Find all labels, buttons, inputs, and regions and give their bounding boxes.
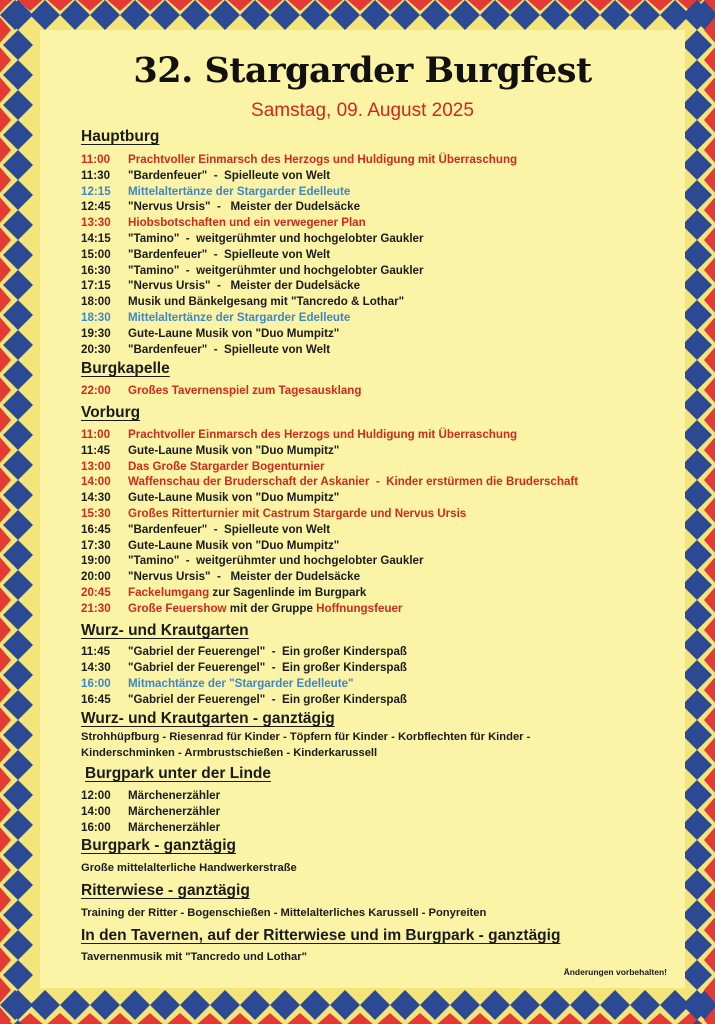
tavernen-all-day-line: Tavernenmusik mit "Tancredo und Lothar" [81,951,307,963]
row-text: Waffenschau der Bruderschaft der Askanier - Kinder erstürmen die Bruderschaft [128,475,579,489]
row-time: 12:15 [81,184,111,198]
row-time: 16:00 [81,676,111,690]
row-text: "Tamino" - weitgerühmter und hochgelobter Gaukler [128,263,424,277]
row-time: 21:30 [81,602,111,615]
row-text: Das Große Stargarder Bogenturnier [128,459,325,473]
row-highlight-group: Hoffnungsfeuer [316,602,403,615]
row-text: Großes Tavernenspiel zum Tagesausklang [128,384,362,397]
section-heading-burgkapelle: Burgkapelle [81,360,170,377]
row-text: Prachtvoller Einmarsch des Herzogs und Huldigung mit Überraschung [128,153,518,166]
row-text: Hiobsbotschaften und ein verwegener Plan [128,216,366,230]
section-heading-linde: Burgpark unter der Linde [85,765,272,782]
row-time: 11:45 [81,443,111,457]
row-text: Gute-Laune Musik von "Duo Mumpitz" [128,491,340,505]
row-text: "Gabriel der Feuerengel" - Ein großer Kinderspaß [128,692,407,706]
schedule-row [81,278,360,293]
row-text: "Bardenfeuer" - Spielleute von Welt [128,522,331,536]
row-text: "Bardenfeuer" - Spielleute von Welt [128,342,331,356]
schedule-row [81,585,366,600]
row-text: "Tamino" - weitgerühmter und hochgelobter Gaukler [128,232,424,245]
section-heading-wurz-all-day: Wurz- und Krautgarten - ganztägig [81,710,335,727]
row-time: 14:30 [81,660,111,674]
row-text: Musik und Bänkelgesang mit "Tancredo & Lothar" [128,295,405,309]
schedule-row [81,692,407,707]
row-text: Mittelaltertänze der Stargarder Edelleute [128,184,351,198]
schedule-row [81,215,366,230]
schedule-row [81,820,220,835]
row-time: 19:00 [81,554,111,568]
row-time: 14:00 [81,475,111,489]
schedule-row [81,263,424,278]
schedule-row [81,804,220,819]
schedule-row [81,152,517,167]
row-time: 11:00 [81,428,111,441]
row-time: 17:15 [81,279,111,293]
row-time: 15:00 [81,247,111,261]
schedule-row [81,490,339,505]
section-heading-ritter-all-day: Ritterwiese - ganztägig [81,882,250,899]
schedule-row [81,788,220,803]
row-text: "Nervus Ursis" - Meister der Dudelsäcke [128,570,361,584]
schedule-row [81,522,330,537]
row-text: Märchenerzähler [128,804,221,818]
schedule-row [81,553,424,568]
row-time: 20:30 [81,342,111,356]
row-time: 11:45 [81,645,111,658]
schedule-row [81,676,354,691]
row-text: Märchenerzähler [128,789,221,802]
row-text: "Gabriel der Feuerengel" - Ein großer Kinderspaß [128,660,407,674]
section-heading-hauptburg: Hauptburg [81,128,160,145]
row-text: "Bardenfeuer" - Spielleute von Welt [128,168,331,182]
schedule-row [81,184,350,199]
row-text: "Nervus Ursis" - Meister der Dudelsäcke [128,279,361,293]
schedule-row [81,474,578,489]
schedule-row [81,294,404,309]
row-time: 13:00 [81,459,111,473]
row-time: 12:00 [81,789,111,802]
row-time: 18:00 [81,295,111,309]
row-text: Großes Ritterturnier mit Castrum Stargarde und Nervus Ursis [128,507,467,520]
row-text: "Gabriel der Feuerengel" - Ein großer Kinderspaß [128,645,407,658]
section-heading-wurz: Wurz- und Krautgarten [81,622,249,639]
schedule-row [81,199,360,214]
row-time: 14:00 [81,804,111,818]
page-title: 32. Stargarder Burgfest [133,50,592,91]
row-time: 11:00 [81,153,111,166]
section-heading-burgpark-all-day: Burgpark - ganztägig [81,837,237,854]
row-time: 14:15 [81,232,111,245]
row-time: 18:30 [81,311,111,324]
row-text: "Bardenfeuer" - Spielleute von Welt [128,247,331,261]
row-time: 20:45 [81,586,111,599]
schedule-row [81,459,325,474]
schedule-row [81,427,517,442]
row-highlight: Fackelumgang [128,586,210,599]
schedule-row [81,443,339,458]
section-heading-vorburg: Vorburg [81,404,141,421]
row-time: 16:45 [81,692,111,706]
row-text: Gute-Laune Musik von "Duo Mumpitz" [128,443,340,457]
row-time: 13:30 [81,216,111,230]
schedule-row [81,231,424,246]
schedule-row [81,247,330,262]
row-time: 16:30 [81,263,111,277]
row-text: "Tamino" - weitgerühmter und hochgelobter Gaukler [128,554,424,568]
row-time: 14:30 [81,491,111,505]
row-text: "Nervus Ursis" - Meister der Dudelsäcke [128,200,361,214]
schedule-row [81,601,402,616]
row-time: 22:00 [81,384,111,397]
row-text: Gute-Laune Musik von "Duo Mumpitz" [128,538,340,552]
row-time: 12:45 [81,200,111,214]
schedule-row [81,168,330,183]
row-time: 16:00 [81,820,111,834]
wurz-all-day-line-1: Strohhüpfburg - Riesenrad für Kinder - Töpfern für Kinder - Korbflechten für Kinder - [81,731,531,743]
schedule-row [81,342,330,357]
footer-note: Änderungen vorbehalten! [563,967,667,977]
schedule-row [81,310,350,325]
schedule-row [81,383,361,398]
row-time: 11:30 [81,168,111,182]
burgpark-all-day-line: Große mittelalterliche Handwerkerstraße [81,862,297,874]
row-text: Prachtvoller Einmarsch des Herzogs und Huldigung mit Überraschung [128,428,518,441]
section-heading-tavernen-all-day: In den Tavernen, auf der Ritterwiese und im Burgpark - ganztägig [81,927,561,944]
schedule-row [81,569,360,584]
row-time: 17:30 [81,538,111,552]
schedule-row [81,506,466,521]
program-panel [40,30,685,988]
row-highlight: Große Feuershow [128,602,227,615]
schedule-row [81,326,339,341]
row-text: Mitmachtänze der "Stargarder Edelleute" [128,676,354,690]
row-text: zur Sagenlinde im Burgpark [209,586,367,599]
schedule-row [81,538,339,553]
row-time: 20:00 [81,570,111,584]
row-time: 15:30 [81,507,111,520]
row-text: Mittelaltertänze der Stargarder Edelleute [128,311,351,324]
row-time: 16:45 [81,522,111,536]
wurz-all-day-line-2: Kinderschminken - Armbrustschießen - Kinderkarussell [81,747,378,759]
schedule-row [81,660,407,675]
ritter-all-day-line: Training der Ritter - Bogenschießen - Mittelalterliches Karussell - Ponyreiten [81,907,487,919]
row-text: Gute-Laune Musik von "Duo Mumpitz" [128,326,340,340]
row-text: Märchenerzähler [128,820,221,834]
event-date: Samstag, 09. August 2025 [251,100,474,121]
row-text: mit der Gruppe [226,602,317,615]
row-time: 19:30 [81,326,111,340]
schedule-row [81,644,407,659]
